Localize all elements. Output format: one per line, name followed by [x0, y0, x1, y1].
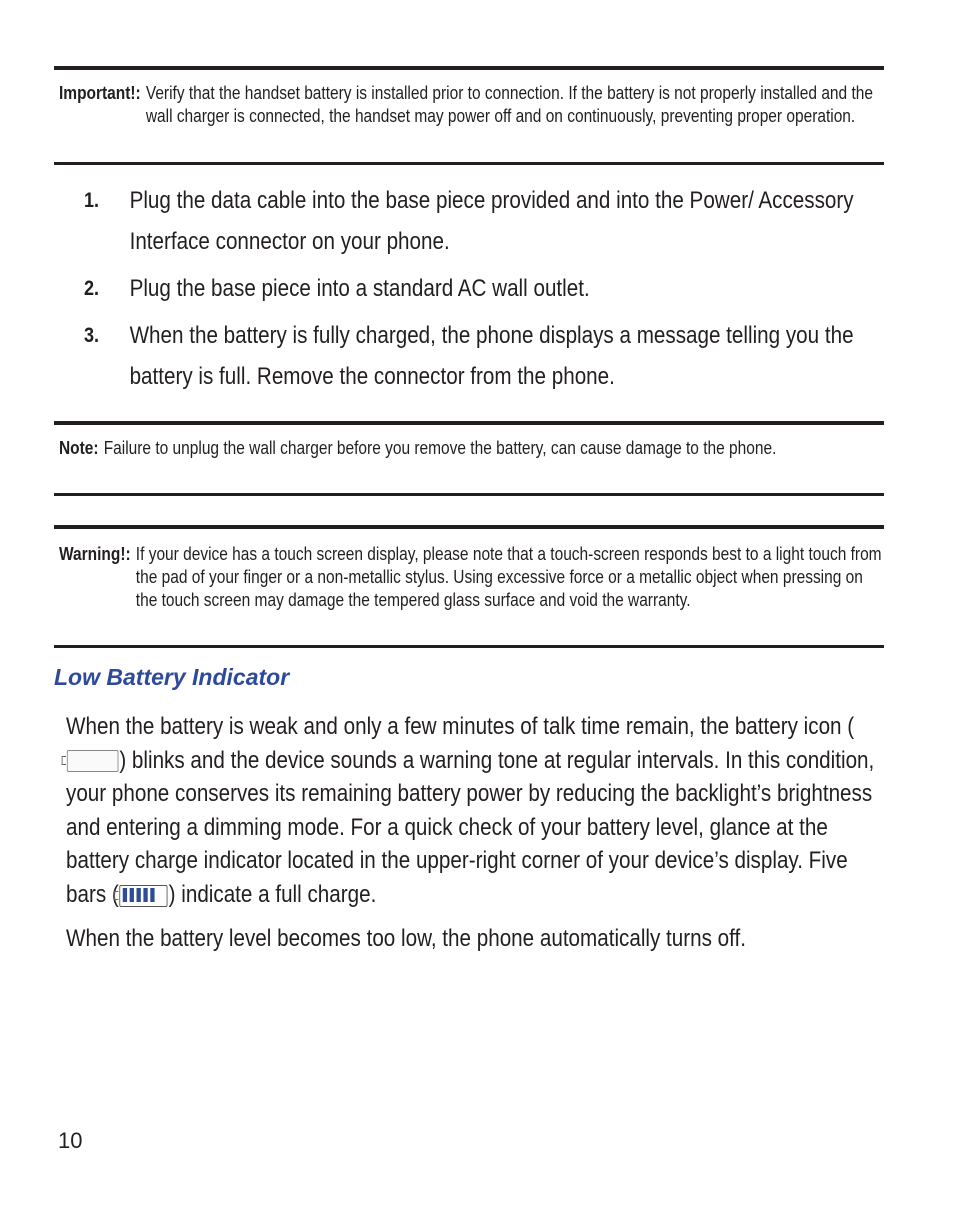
battery-bar — [144, 888, 148, 902]
steps-list — [84, 180, 884, 403]
para1-part-a: When the battery is weak and only a few minutes of talk time remain, the battery icon ( — [66, 713, 855, 740]
step-text: Plug the data cable into the base piece provided and into the Power/ Accessory Interface connector on your phone. — [129, 187, 854, 255]
page-number: 10 — [58, 1128, 83, 1153]
step-item — [84, 268, 882, 309]
note-label: Note: — [59, 438, 99, 458]
para1-part-c: ) indicate a full charge. — [168, 880, 377, 908]
para1-part-b: ) blinks and the device sounds a warning tone at regular intervals. In this condition, your phone conserves its remaining battery power by reducing the backlight’s brightness and entering a dimming mode. For a quick check of your battery level, glance at the battery charge indicator located in the upper-right corner of your device’s display. Five bars ( — [66, 746, 875, 908]
important-text: Verify that the handset battery is installed prior to connection. If the battery is not properly installed and the wall charger is connected, the handset may power off and on continuously, preventing proper operation. — [145, 83, 873, 126]
low-battery-paragraph — [66, 710, 883, 912]
battery-bar — [137, 888, 141, 902]
note-text: Failure to unplug the wall charger before you remove the battery, can cause damage to the phone. — [103, 438, 777, 458]
battery-bar — [151, 888, 155, 902]
battery-bar — [130, 888, 134, 902]
note-callout — [54, 421, 884, 496]
step-text: Plug the base piece into a standard AC wall outlet. — [129, 275, 590, 302]
battery-empty-icon — [67, 750, 119, 772]
warning-text: If your device has a touch screen display, please note that a touch-screen responds best to a light touch from the pad of your finger or a non-metallic stylus. Using excessive force or a metallic object when pressing on the touch screen may damage the tempered glass surface and void the warranty. — [135, 544, 882, 610]
section-heading: Low Battery Indicator — [54, 664, 290, 690]
warning-label: Warning!: — [59, 544, 131, 564]
step-item — [84, 315, 882, 397]
battery-bar — [123, 888, 127, 902]
step-item — [84, 180, 882, 262]
warning-callout — [54, 525, 884, 648]
important-callout — [54, 66, 884, 165]
auto-off-paragraph: When the battery level becomes too low, the phone automatically turns off. — [66, 925, 746, 952]
step-number: 1. — [84, 189, 100, 212]
battery-full-icon — [120, 885, 168, 907]
important-label: Important!: — [59, 83, 141, 103]
step-number: 2. — [84, 277, 100, 300]
step-text: When the battery is fully charged, the phone displays a message telling you the battery is full. Remove the connector from the phone. — [129, 322, 854, 390]
step-number: 3. — [84, 324, 100, 347]
